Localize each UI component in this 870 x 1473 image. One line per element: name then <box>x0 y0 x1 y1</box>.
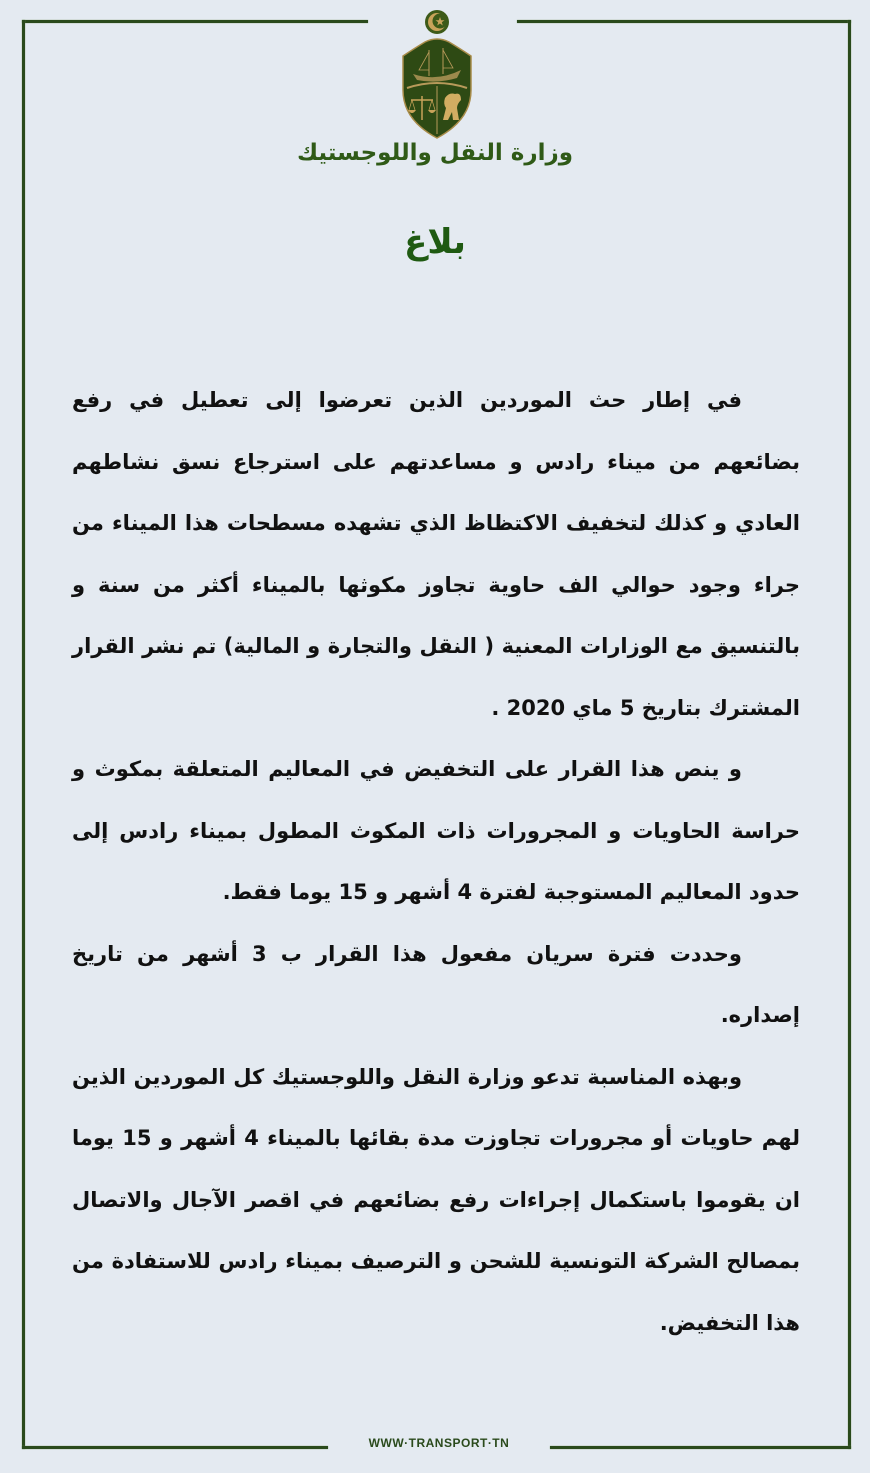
document-title: بلاغ <box>404 222 466 262</box>
document-body <box>72 370 800 1354</box>
frame-bottom-right-line <box>550 1446 851 1449</box>
frame-bottom-left-line <box>22 1446 328 1449</box>
website-url: WWW·TRANSPORT·TN <box>368 1436 510 1450</box>
paragraph-1: في إطار حث الموردين الذين تعرضوا إلى تعطيل في رفع بضائعهم من ميناء رادس و مساعدتهم على استرجاع نسق نشاطهم العادي و كذلك لتخفيف الاكتظاظ الذي تشهده مسطحات هذا الميناء من جراء وجود حوالي الف حاوية تجاوز مكوثها بالميناء أكثر من سنة و بالتنسيق مع الوزارات المعنية ( النقل والتجارة و المالية) تم نشر القرار المشترك بتاريخ 5 ماي 2020 . <box>72 388 800 720</box>
frame-top-right-line <box>517 20 851 23</box>
coat-of-arms-icon <box>395 8 479 142</box>
paragraph-3: وحددت فترة سريان مفعول هذا القرار ب 3 أشهر من تاريخ إصداره. <box>72 941 800 1027</box>
ministry-name: وزارة النقل واللوجستيك <box>296 140 574 166</box>
paragraph-2: و ينص هذا القرار على التخفيض في المعاليم المتعلقة بمكوث و حراسة الحاويات و المجرورات ذات المكوث المطول بميناء رادس إلى حدود المعاليم المستوجبة لفترة 4 أشهر و 15 يوما فقط. <box>72 757 800 904</box>
paragraph-4: وبهذه المناسبة تدعو وزارة النقل واللوجستيك كل الموردين الذين لهم حاويات أو مجرورات تجاوزت مدة بقائها بالميناء 4 أشهر و 15 يوما ان يقوموا باستكمال إجراءات رفع بضائعهم في اقصر الآجال والاتصال بمصالح الشركة التونسية للشحن و الترصيف بميناء رادس للاستفادة من هذا التخفيض. <box>72 1064 801 1335</box>
frame-top-left-line <box>22 20 368 23</box>
